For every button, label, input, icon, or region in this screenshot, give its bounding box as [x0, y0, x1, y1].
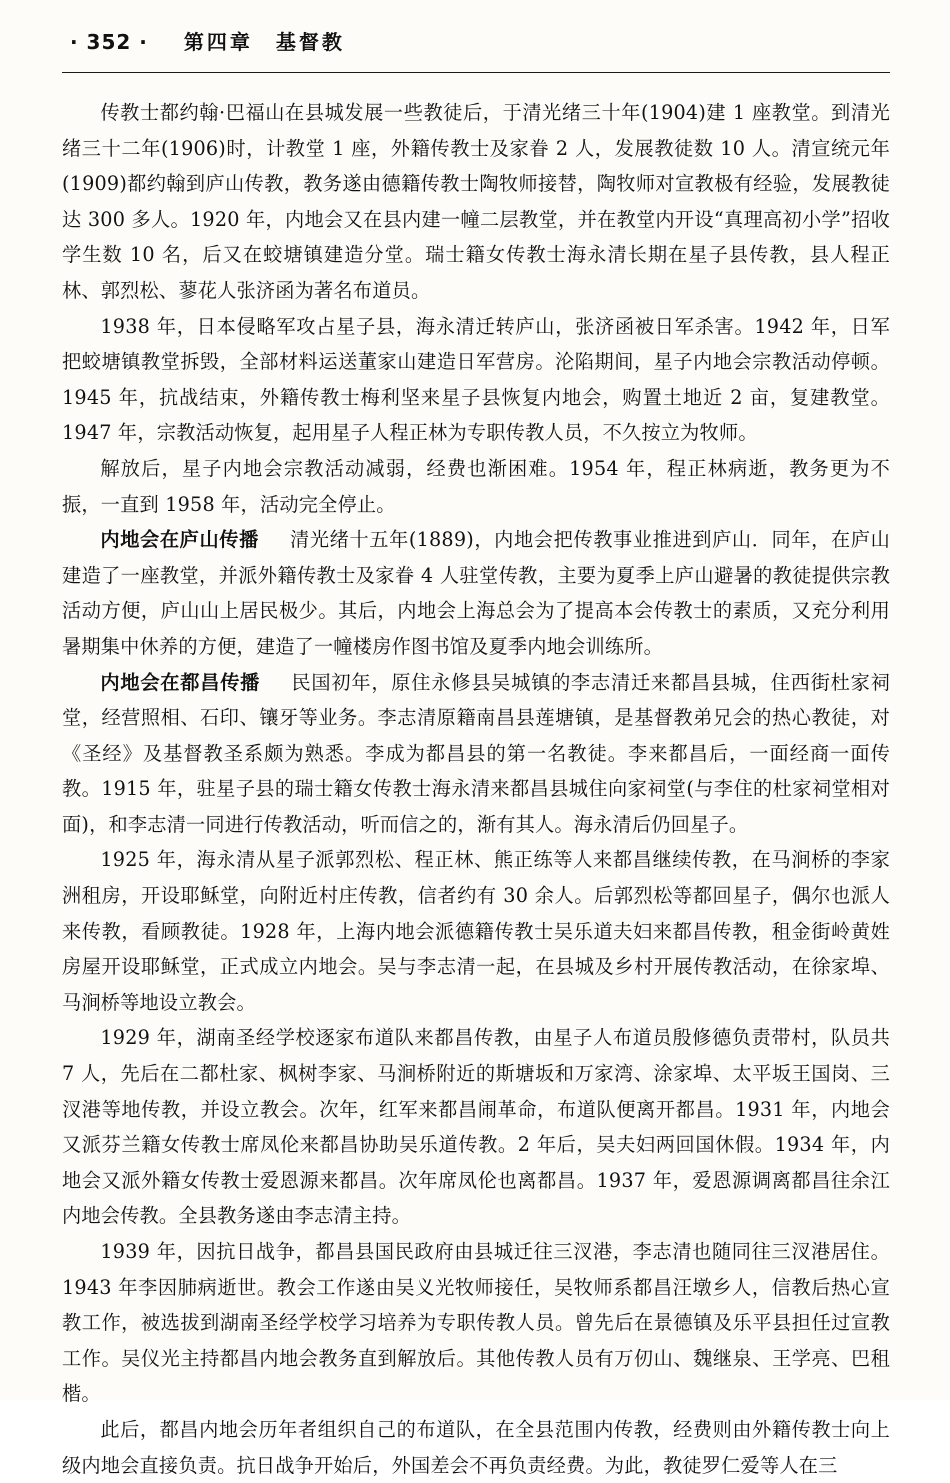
- paragraph-text: 解放后，星子内地会宗教活动减弱，经费也渐困难。1954 年，程正林病逝，教务更为不振，一直到 1958 年，活动完全停止。: [62, 456, 890, 516]
- paragraph-with-subhead: [62, 665, 890, 843]
- inline-subheading: 内地会在庐山传播: [100, 528, 259, 552]
- paragraph-text: 1938 年，日本侵略军攻占星子县，海永清迁转庐山，张济函被日军杀害。1942 年，日军把蛟塘镇教堂拆毁，全部材料运送董家山建造日军营房。沦陷期间，星子内地会宗教活动停顿。1945 年，抗战结束，外籍传教士梅利坚来星子县恢复内地会，购置土地近 2 亩，复建教堂。1947 年，宗教活动恢复，起用星子人程正林为专职传教人员，不久按立为牧师。: [62, 314, 890, 445]
- inline-subheading: 内地会在都昌传播: [100, 670, 261, 694]
- paragraph-text: 民国初年，原住永修县吴城镇的李志清迁来都昌县城，住西街杜家祠堂，经营照相、石印、镶牙等业务。李志清原籍南昌县莲塘镇，是基督教弟兄会的热心教徒，对《圣经》及基督教圣系颇为熟悉。李成为都昌县的第一名教徒。李来都昌后，一面经商一面传教。1915 年，驻星子县的瑞士籍女传教士海永清来都昌县城住向家祠堂(与李住的杜家祠堂相对面)，和李志清一同进行传教活动，听而信之的，渐有其人。海永清后仍回星子。: [62, 670, 890, 836]
- running-head: [62, 26, 892, 66]
- paragraph-text: 1939 年，因抗日战争，都昌县国民政府由县城迁往三汊港，李志清也随同往三汊港居住。1943 年李因肺病逝世。教会工作遂由吴义光牧师接任，吴牧师系都昌汪墩乡人，信教后热心宣教工作，被选拔到湖南圣经学校学习培养为专职传教人员。曾先后在景德镇及乐平县担任过宣教工作。吴仪光主持都昌内地会教务直到解放后。其他传教人员有万仞山、魏继泉、王学亮、巴租楷。: [62, 1240, 890, 1406]
- paragraph: [62, 1412, 890, 1483]
- page-content: [62, 26, 892, 1477]
- paragraph: [62, 842, 890, 1020]
- header-divider: [62, 72, 890, 73]
- paragraph-text: 1929 年，湖南圣经学校逐家布道队来都昌传教，由星子人布道员殷修德负责带村，队员共 7 人，先后在二都杜家、枫树李家、马涧桥附近的斯塘坂和万家湾、涂家埠、太平坂王国岗、三汊港等地传教，并设立教会。次年，红军来都昌闹革命，布道队便离开都昌。1931 年，内地会又派芬兰籍女传教士席凤伦来都昌协助吴乐道传教。2 年后，吴夫妇两回国休假。1934 年，内地会又派外籍女传教士爱恩源来都昌。次年席凤伦也离都昌。1937 年，爱恩源调离都昌往余江内地会传教。全县教务遂由李志清主持。: [62, 1026, 890, 1228]
- paragraph-text: 清光绪十五年(1889)，内地会把传教事业推进到庐山．同年，在庐山建造了一座教堂，并派外籍传教士及家眷 4 人驻堂传教，主要为夏季上庐山避暑的教徒提供宗教活动方便，庐山山上居民极少。其后，内地会上海总会为了提高本会传教士的素质，又充分利用暑期集中休养的方便，建造了一幢楼房作图书馆及夏季内地会训练所。: [62, 528, 890, 658]
- chapter-title: 第四章 基督教: [183, 30, 345, 54]
- paragraph: [62, 451, 890, 522]
- paragraph: [62, 309, 890, 451]
- paragraph: [62, 95, 890, 309]
- paragraph: [62, 1020, 890, 1234]
- paragraph-with-subhead: [62, 522, 890, 664]
- paragraph-text: 传教士都约翰·巴福山在县城发展一些教徒后，于清光绪三十年(1904)建 1 座教堂。到清光绪三十二年(1906)时，计教堂 1 座，外籍传教士及家眷 2 人，发展教徒数 10 人。清宣统元年(1909)都约翰到庐山传教，教务遂由德籍传教士陶牧师接替，陶牧师对宣教极有经验，发展教徒达 300 多人。1920 年，内地会又在县内建一幢二层教堂，并在教堂内开设“真理高初小学”招收学生数 10 名，后又在蛟塘镇建造分堂。瑞士籍女传教士海永清长期在星子县传教，县人程正林、郭烈松、蓼花人张济函为著名布道员。: [62, 101, 890, 302]
- body-text: [62, 95, 890, 1483]
- paragraph: [62, 1234, 890, 1412]
- page-number: · 352 ·: [70, 30, 148, 54]
- paragraph-text: 1925 年，海永清从星子派郭烈松、程正林、熊正练等人来都昌继续传教，在马涧桥的李家洲租房，开设耶稣堂，向附近村庄传教，信者约有 30 余人。后郭烈松等都回星子，偶尔也派人来传教，看顾教徒。1928 年，上海内地会派德籍传教士吴乐道夫妇来都昌传教，租金街岭黄姓房屋开设耶稣堂，正式成立内地会。吴与李志清一起，在县城及乡村开展传教活动，在徐家埠、马涧桥等地设立教会。: [62, 848, 890, 1014]
- paragraph-text: 此后，都昌内地会历年者组织自己的布道队，在全县范围内传教，经费则由外籍传教士向上级内地会直接负责。抗日战争开始后，外国差会不再负责经费。为此，教徒罗仁爱等人在三: [62, 1417, 890, 1477]
